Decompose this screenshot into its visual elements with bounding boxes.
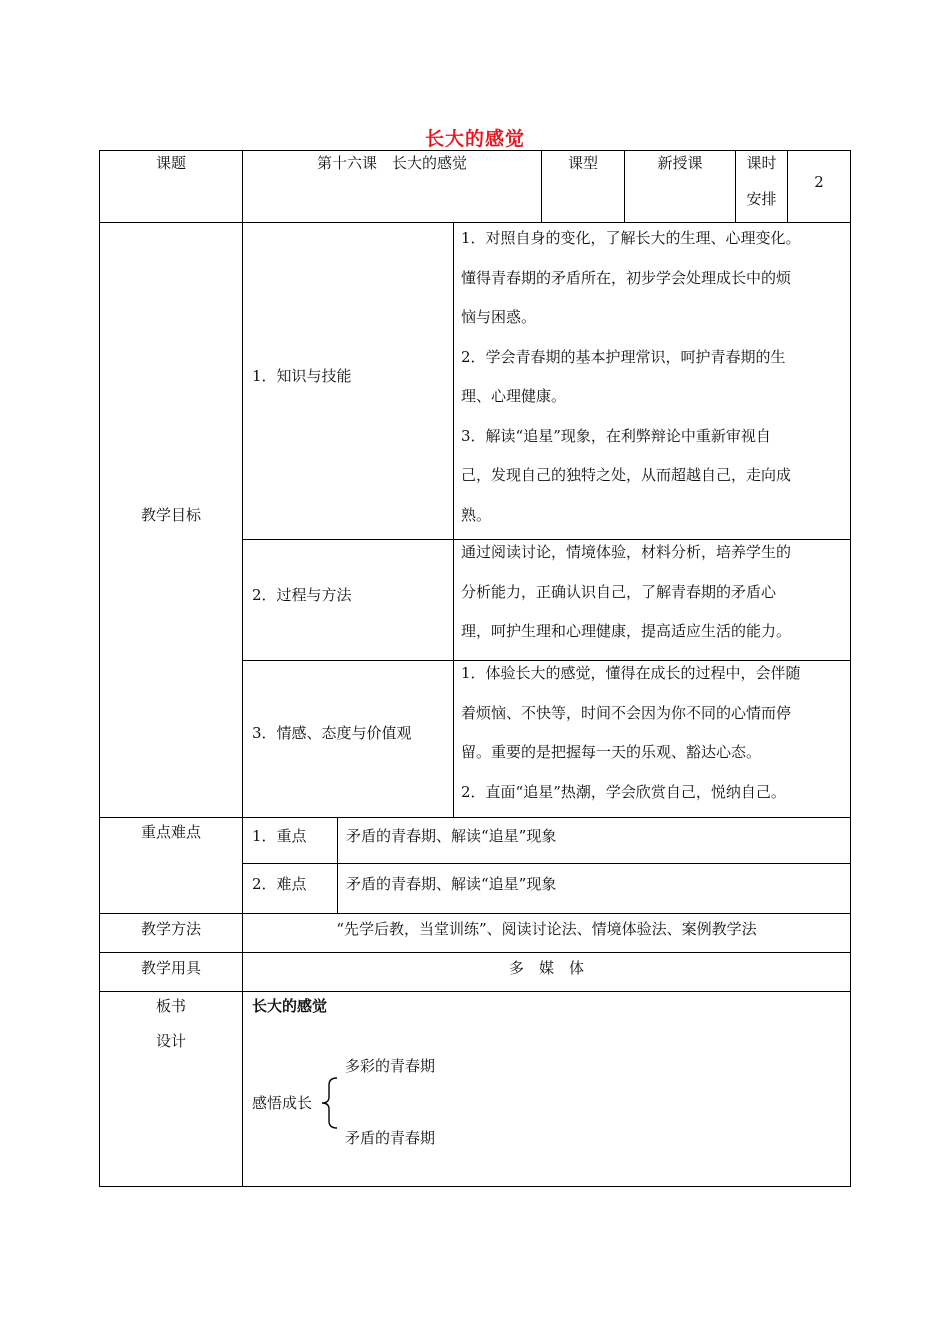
hours-label-line2: 安排 bbox=[746, 190, 777, 208]
tools-value: 多 媒 体 bbox=[508, 959, 584, 977]
topic-label: 课题 bbox=[155, 154, 186, 172]
knowledge-skills-label: 1．知识与技能 bbox=[252, 367, 352, 385]
method-value: “先学后教，当堂训练”、阅读讨论法、情境体验法、案例教学法 bbox=[336, 920, 757, 938]
keypoints-label: 重点难点 bbox=[140, 823, 201, 841]
board-label-line1: 板书 bbox=[155, 997, 186, 1015]
key-point-label: 1．重点 bbox=[252, 827, 307, 845]
process-method-text: 通过阅读讨论，情境体验，材料分析，培养学生的 分析能力，正确认识自己，了解青春期的矛盾心 理，呵护生理和心理健康，提高适应生活的能力。 bbox=[461, 543, 792, 640]
lesson-type-label: 课型 bbox=[567, 154, 598, 172]
tools-label: 教学用具 bbox=[140, 959, 201, 977]
board-branch-contradiction: 矛盾的青春期 bbox=[345, 1129, 436, 1147]
board-root-node: 感悟成长 bbox=[252, 1094, 313, 1112]
process-method-label: 2．过程与方法 bbox=[252, 586, 352, 604]
board-heading: 长大的感觉 bbox=[252, 997, 328, 1015]
board-label-line2: 设计 bbox=[155, 1032, 186, 1050]
emotion-values-text: 1．体验长大的感觉，懂得在成长的过程中，会伴随 着烦恼、不快等，时间不会因为你不同的心情而停 留。重要的是把握每一天的乐观、豁达心态。 2．直面“追星”热潮，学会欣赏自己，悦纳自己。 bbox=[461, 664, 801, 801]
goals-label: 教学目标 bbox=[140, 506, 201, 524]
curly-brace-icon bbox=[319, 1077, 341, 1129]
board-branch-colorful: 多彩的青春期 bbox=[345, 1057, 436, 1075]
key-point-value: 矛盾的青春期、解读“追星”现象 bbox=[346, 827, 557, 845]
emotion-values-label: 3．情感、态度与价值观 bbox=[252, 724, 412, 742]
topic-value: 第十六课 长大的感觉 bbox=[316, 154, 467, 172]
hours-label-line1: 课时 bbox=[746, 154, 777, 172]
method-label: 教学方法 bbox=[140, 920, 201, 938]
hours-value: 2 bbox=[814, 173, 824, 191]
difficult-point-label: 2．难点 bbox=[252, 875, 307, 893]
knowledge-skills-text: 1．对照自身的变化，了解长大的生理、心理变化。 懂得青春期的矛盾所在，初步学会处理成长中的烦 恼与困惑。 2．学会青春期的基本护理常识，呵护青春期的生 理、心理健康。 3．解读“追星”现象，在利弊辩论中重新审视自 己，发现自己的独特之处，从而超越自己，走向成 熟。 bbox=[461, 229, 801, 524]
document-title: 长大的感觉 bbox=[424, 128, 525, 150]
difficult-point-value: 矛盾的青春期、解读“追星”现象 bbox=[346, 875, 557, 893]
lesson-type-value: 新授课 bbox=[657, 154, 703, 172]
